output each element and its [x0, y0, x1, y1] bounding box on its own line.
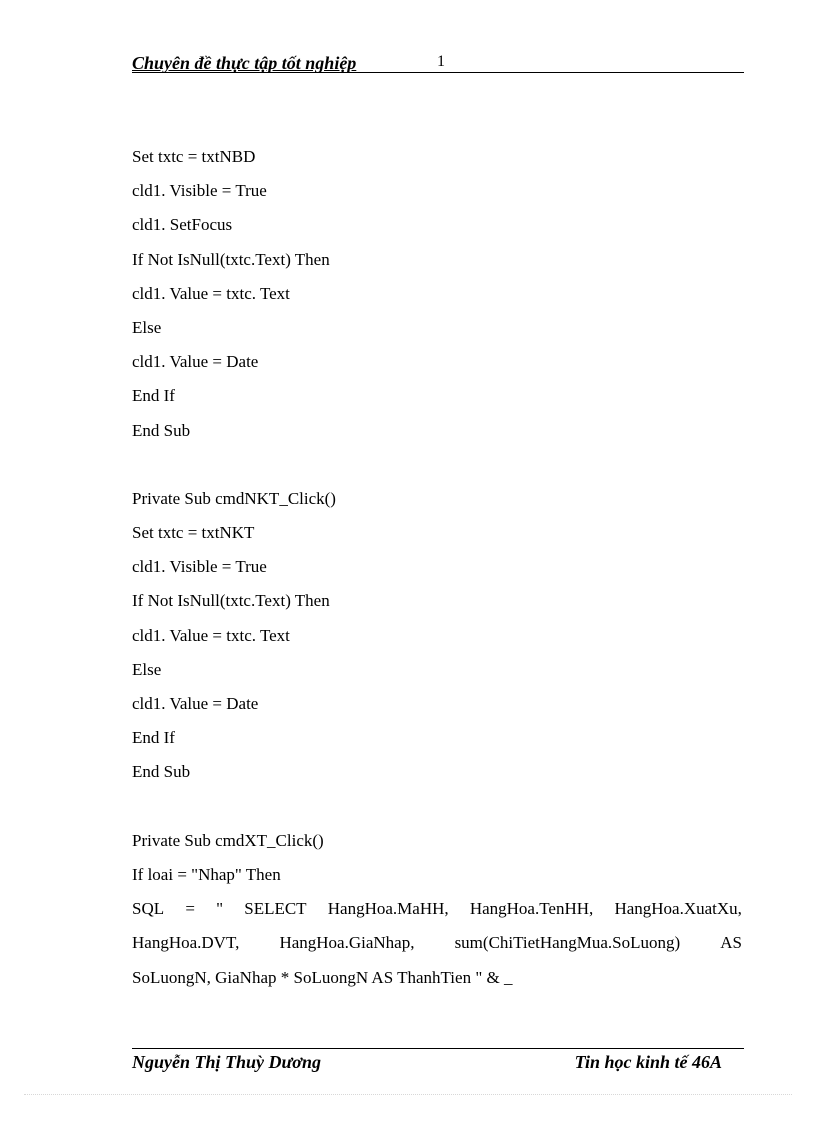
sql-line — [132, 926, 742, 960]
code-line: End Sub — [132, 420, 191, 440]
footer-class: Tin học kinh tế 46A — [574, 1052, 722, 1072]
page-edge-divider — [24, 1094, 792, 1095]
page-footer — [132, 1048, 744, 1075]
code-line: End Sub — [132, 762, 191, 782]
code-line: cld1. Value = txtc. Text — [132, 625, 290, 645]
page-number: 1 — [437, 53, 445, 70]
sql-token: sum(ChiTietHangMua.SoLuong) — [454, 933, 681, 953]
sql-token: HangHoa.MaHH, — [327, 899, 449, 919]
code-line: Set txtc = txtNBD — [132, 147, 256, 166]
sql-token: = — [185, 899, 195, 919]
code-line: If loai = "Nhap" Then — [132, 864, 281, 884]
code-listing — [132, 140, 742, 995]
sql-token: " — [216, 899, 224, 919]
code-line: cld1. Value = Date — [132, 352, 259, 372]
code-line: End If — [132, 728, 175, 748]
code-line: Private Sub cmdXT_Click() — [132, 830, 324, 850]
sql-token: SQL — [132, 899, 165, 919]
sql-token: HangHoa.XuatXu, — [614, 899, 742, 919]
sql-token: HangHoa.DVT, — [132, 933, 240, 953]
sql-token: HangHoa.TenHH, — [469, 899, 594, 919]
code-line: cld1. Visible = True — [132, 557, 267, 577]
code-line: Set txtc = txtNKT — [132, 523, 255, 543]
sql-line — [132, 892, 742, 926]
sql-line: SoLuongN, GiaNhap * SoLuongN AS ThanhTien " & _ — [132, 967, 513, 987]
page-header — [132, 52, 744, 73]
code-line: cld1. SetFocus — [132, 215, 233, 235]
sql-token: SELECT — [244, 899, 307, 919]
code-line: Private Sub cmdNKT_Click() — [132, 488, 336, 508]
code-line: cld1. Value = Date — [132, 694, 259, 713]
code-line: End If — [132, 386, 175, 406]
code-line: If Not IsNull(txtc.Text) Then — [132, 591, 330, 611]
code-line: Else — [132, 659, 162, 679]
header-title: Chuyên đề thực tập tốt nghiệp — [132, 53, 357, 73]
code-line: If Not IsNull(txtc.Text) Then — [132, 249, 330, 269]
blank-line — [132, 448, 742, 482]
sql-token: HangHoa.GiaNhap, — [279, 933, 415, 953]
sql-token: AS — [720, 933, 742, 953]
code-line: Else — [132, 317, 162, 337]
code-line: cld1. Value = txtc. Text — [132, 283, 290, 303]
blank-line — [132, 790, 742, 824]
code-line: cld1. Visible = True — [132, 181, 267, 201]
footer-author: Nguyễn Thị Thuỳ Dương — [132, 1052, 321, 1072]
